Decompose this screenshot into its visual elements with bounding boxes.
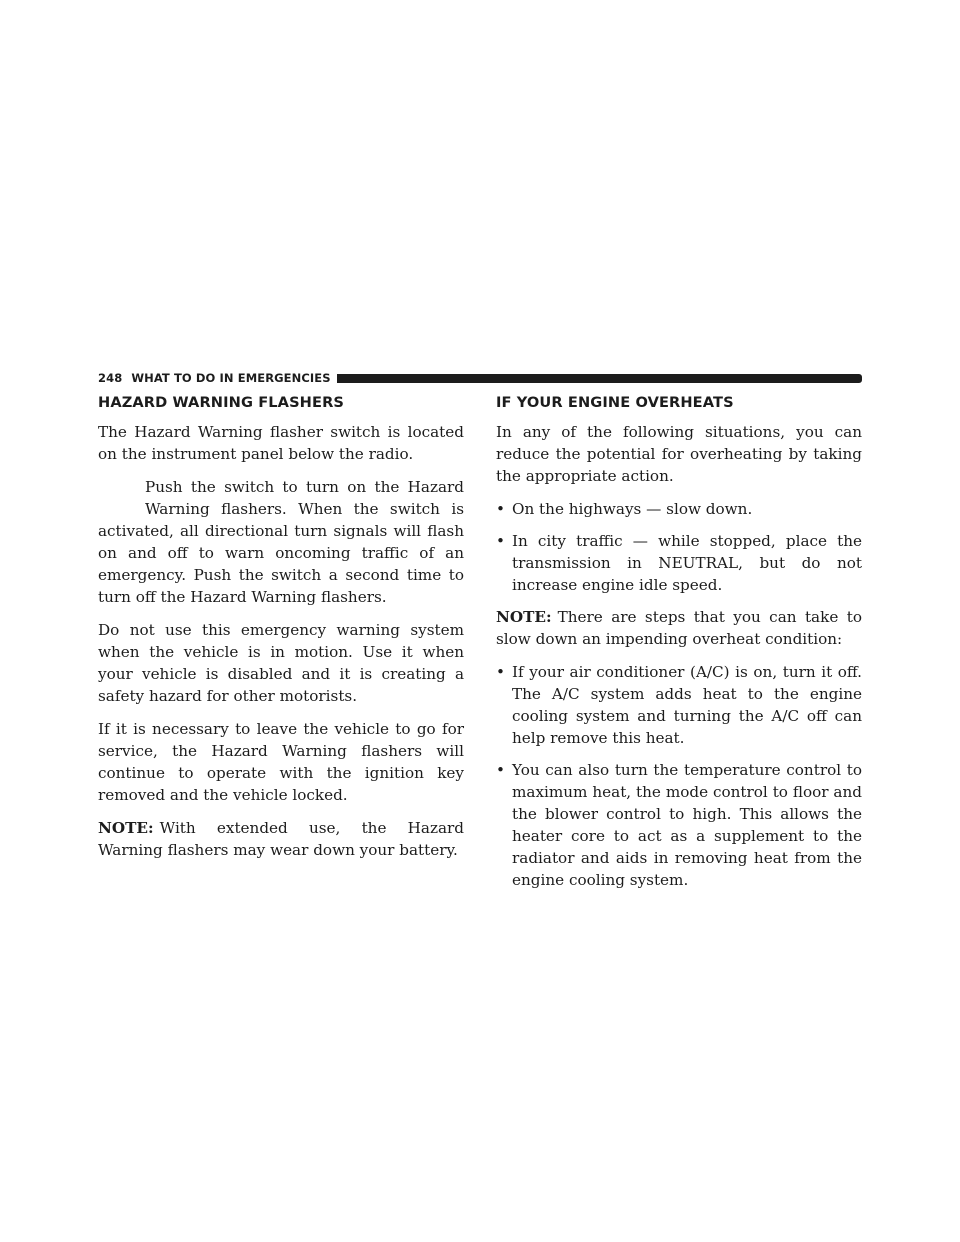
list-item-text: You can also turn the temperature control to maximum heat, the mode control to floor and the blower control to high. This allows the heater core to act as a supplement to the radiator and aids in removing heat from the engine cooling system. xyxy=(512,761,862,889)
page-number: 248 xyxy=(98,371,123,385)
hazard-warning-icon xyxy=(98,476,142,520)
page-header xyxy=(98,370,862,386)
list-item xyxy=(496,530,862,596)
hazard-intro-paragraph: The Hazard Warning flasher switch is located on the instrument panel below the radio. xyxy=(98,423,464,463)
note-text: There are steps that you can take to slow down an impending overheat condition: xyxy=(496,608,862,648)
header-rule xyxy=(337,374,862,383)
list-item-text: In city traffic — while stopped, place the transmission in NEUTRAL, but do not increase engine idle speed. xyxy=(512,532,862,594)
hazard-usage-paragraph: Push the switch to turn on the Hazard Warning flashers. When the switch is activated, all directional turn signals will flash on and off to warn oncoming traffic of an emergency. Push the switch a second time to turn off the Hazard Warning flashers. xyxy=(98,478,464,606)
list-item xyxy=(496,498,862,520)
note-label: NOTE: xyxy=(496,608,552,626)
hazard-heading: HAZARD WARNING FLASHERS xyxy=(98,394,345,411)
section-title: WHAT TO DO IN EMERGENCIES xyxy=(131,371,331,385)
hazard-switch-block xyxy=(98,476,464,608)
overheat-heading: IF YOUR ENGINE OVERHEATS xyxy=(496,394,734,411)
list-item-text: On the highways — slow down. xyxy=(512,500,753,518)
hazard-note xyxy=(98,817,464,861)
list-item xyxy=(496,661,862,749)
bullet-icon: • xyxy=(496,663,505,681)
bullet-icon: • xyxy=(496,761,505,779)
hazard-caution-paragraph: Do not use this emergency warning system when the vehicle is in motion. Use it when your vehicle is disabled and it is creating a safety hazard for other motorists. xyxy=(98,621,464,705)
note-text: With extended use, the Hazard Warning flashers may wear down your battery. xyxy=(98,819,464,859)
right-column xyxy=(496,393,862,901)
note-label: NOTE: xyxy=(98,819,154,837)
overheat-intro-paragraph: In any of the following situations, you can reduce the potential for overheating by taking the appropriate action. xyxy=(496,423,862,485)
overheat-note xyxy=(496,606,862,650)
bullet-icon: • xyxy=(496,500,505,518)
bullet-icon: • xyxy=(496,532,505,550)
list-item xyxy=(496,759,862,891)
list-item-text: If your air conditioner (A/C) is on, turn it off. The A/C system adds heat to the engine cooling system and turning the A/C off can help remove this heat. xyxy=(512,663,862,747)
hazard-service-paragraph: If it is necessary to leave the vehicle to go for service, the Hazard Warning flashers will continue to operate with the ignition key removed and the vehicle locked. xyxy=(98,720,464,804)
left-column xyxy=(98,393,464,872)
